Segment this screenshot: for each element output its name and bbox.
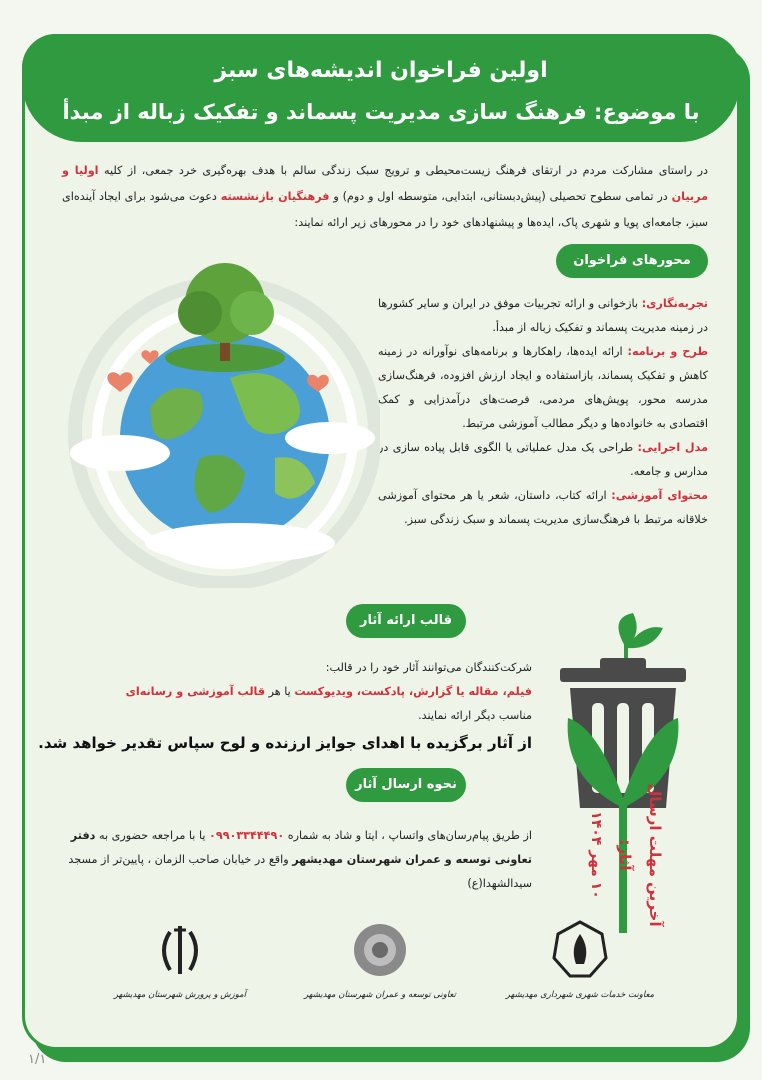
- deadline-box: [590, 780, 670, 930]
- logo-caption: آموزش و پرورش شهرستان مهدیشهر: [113, 990, 247, 1000]
- intro-paragraph: [62, 158, 708, 236]
- header-banner: [22, 34, 740, 142]
- cooperative-emblem-icon: [350, 920, 410, 980]
- format-line-3: مناسب دیگر ارائه نمایند.: [418, 709, 532, 722]
- axis-text: طراحی یک مدل عملیاتی یا الگوی قابل پیاده سازی در مدارس و جامعه.: [378, 441, 708, 478]
- format-section-title: قالب ارائه آثار: [346, 604, 466, 638]
- deadline-label: آخرین مهلت ارسال آثار:: [616, 783, 664, 927]
- axis-text: بازخوانی و ارائه تجربیات موفق در ایران و سایر کشورها در زمینه مدیریت پسماند و تفکیک زباله از مبدأ.: [378, 297, 708, 334]
- format-mid: یا هر: [265, 685, 295, 698]
- send-paragraph: [32, 824, 532, 896]
- logo-education: [80, 920, 280, 1000]
- axis-label: محتوای آموزشی:: [611, 489, 708, 502]
- office-name: دفتر تعاونی توسعه و عمران شهرستان مهدیشهر: [70, 829, 532, 866]
- format-paragraph: [32, 656, 532, 758]
- deadline-date: ۱۰ مهر ۱۴۰۴: [588, 811, 604, 899]
- axis-item: [378, 436, 708, 484]
- format-types-2: قالب آموزشی و رسانه‌ای: [125, 685, 266, 698]
- page-subtitle: با موضوع: فرهنگ سازی مدیریت پسماند و تفکیک زباله از مبدأ: [62, 100, 700, 124]
- axis-item: [378, 484, 708, 532]
- intro-highlight-parents: اولیا و مربیان: [62, 164, 708, 203]
- logo-cooperative: [280, 920, 480, 1000]
- axis-text: ارائه ایده‌ها، راهکارها و برنامه‌های نوآورانه در زمینه کاهش و تفکیک پسماند، بازاستفاده و ایجاد ارزش افزوده، فرهنگ‌سازی مدرسه محور، پویش‌های مردمی، فرصت‌های درآمدزایی و کمک اقتصادی به خانواده‌ها و دیگر مطالب آموزشی مرتبط.: [378, 345, 708, 430]
- axis-label: طرح و برنامه:: [627, 345, 708, 358]
- axis-label: مدل اجرایی:: [637, 441, 708, 454]
- axes-section-title: محورهای فراخوان: [556, 244, 708, 278]
- intro-highlight-retired: فرهنگیان بازنشسته: [220, 190, 330, 203]
- logo-municipality: [480, 920, 680, 1000]
- award-note: از آثار برگزیده با اهدای جوایز ارزنده و لوح سپاس تقدیر خواهد شد.: [38, 734, 532, 752]
- axis-item: [378, 340, 708, 436]
- deadline-text: [590, 780, 670, 930]
- format-types: فیلم، مقاله یا گزارش، پادکست، ویدیوکست: [294, 685, 532, 698]
- send-section-title: نحوه ارسال آثار: [346, 768, 466, 802]
- phone-number: ۰۹۹۰۳۳۴۴۴۹۰: [209, 829, 285, 842]
- page-number: ۱/۱: [28, 1052, 47, 1067]
- intro-text-2: در تمامی سطوح تحصیلی (پیش‌دبستانی، ابتدایی، متوسطه اول و دوم) و: [329, 190, 668, 203]
- logo-caption: معاونت خدمات شهری شهرداری مهدیشهر: [505, 990, 655, 1000]
- format-line-2: [32, 680, 532, 704]
- format-line-1: شرکت‌کنندگان می‌توانند آثار خود را در قالب:: [325, 661, 532, 674]
- iran-emblem-icon: [150, 920, 210, 980]
- logo-caption: تعاونی توسعه و عمران شهرستان مهدیشهر: [304, 990, 456, 1000]
- page-title: اولین فراخوان اندیشه‌های سبز: [214, 58, 548, 83]
- send-text-1: از طریق پیام‌رسان‌های واتساپ ، ایتا و شاد به شماره: [284, 829, 532, 842]
- globe-icon: [60, 258, 380, 588]
- globe-illustration: [60, 258, 380, 588]
- send-text-2: یا با مراجعه حضوری به: [95, 829, 206, 842]
- axis-item: [378, 292, 708, 340]
- sponsor-logos: [40, 920, 720, 1020]
- axis-text: ارائه کتاب، داستان، شعر یا هر محتوای آموزشی خلاقانه مرتبط با فرهنگ‌سازی مدیریت پسماند و سبک زندگی سبز.: [378, 489, 708, 526]
- intro-text-1: در راستای مشارکت مردم در ارتقای فرهنگ زیست‌محیطی و ترویج سبک زندگی سالم با هدف بهره‌گیری خرد جمعی، از کلیه: [103, 164, 708, 177]
- axis-label: تجربه‌نگاری:: [641, 297, 708, 310]
- intro-text-3: دعوت می‌شود برای ایجاد آینده‌ای سبز، جامعه‌ای پویا و شهری پاک، ایده‌ها و پیشنهادهای خود را در محورهای زیر ارائه نمایند:: [62, 190, 708, 229]
- send-text-3: واقع در خیابان صاحب الزمان ، پایین‌تر از مسجد سیدالشهدا(ع): [68, 853, 532, 890]
- axes-list: [378, 292, 708, 532]
